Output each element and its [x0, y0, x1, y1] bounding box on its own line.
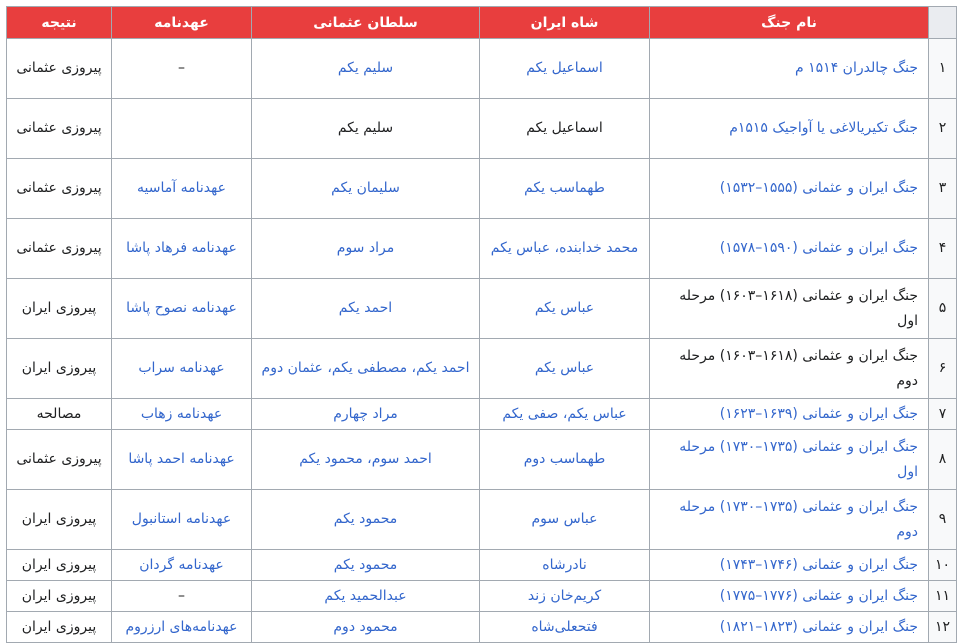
treaty-link[interactable]: عهدنامه آماسیه	[112, 159, 252, 219]
wars-table-container	[6, 6, 957, 643]
result-cell: پیروزی عثمانی	[7, 39, 112, 99]
table-row	[7, 399, 957, 430]
table-row	[7, 99, 957, 159]
war-name-link[interactable]: جنگ ایران و عثمانی (۱۷۳۵–۱۷۳۰) مرحله دوم	[650, 490, 929, 550]
row-number: ۷	[929, 399, 957, 430]
shah-link[interactable]: کریم‌خان زند	[480, 581, 650, 612]
treaty-link[interactable]: عهدنامه گردان	[112, 550, 252, 581]
table-row	[7, 550, 957, 581]
war-name-link[interactable]: جنگ ایران و عثمانی (۱۷۳۵–۱۷۳۰) مرحله اول	[650, 430, 929, 490]
result-cell: پیروزی ایران	[7, 490, 112, 550]
table-row	[7, 159, 957, 219]
table-row	[7, 39, 957, 99]
shah-link[interactable]: طهماسب یکم	[480, 159, 650, 219]
shah-link[interactable]: عباس سوم	[480, 490, 650, 550]
header-sultan[interactable]: سلطان عثمانی	[252, 7, 480, 39]
sultan-link[interactable]: محمود یکم	[252, 550, 480, 581]
table-row	[7, 279, 957, 339]
header-row	[7, 7, 957, 39]
sultan-link[interactable]: سلیمان یکم	[252, 159, 480, 219]
shah-link[interactable]: اسماعیل یکم	[480, 39, 650, 99]
result-cell: پیروزی ایران	[7, 612, 112, 643]
treaty-link[interactable]: عهدنامه فرهاد پاشا	[112, 219, 252, 279]
result-cell: مصالحه	[7, 399, 112, 430]
table-row	[7, 339, 957, 399]
row-number: ۴	[929, 219, 957, 279]
sultan-cell: سلیم یکم	[252, 99, 480, 159]
result-cell: پیروزی ایران	[7, 581, 112, 612]
war-name-link[interactable]: جنگ ایران و عثمانی (۱۵۹۰–۱۵۷۸)	[650, 219, 929, 279]
sultan-link[interactable]: مراد سوم	[252, 219, 480, 279]
row-number: ۱	[929, 39, 957, 99]
row-number: ۵	[929, 279, 957, 339]
wars-table	[6, 6, 957, 643]
war-name-link[interactable]: جنگ ایران و عثمانی (۱۷۷۶–۱۷۷۵)	[650, 581, 929, 612]
table-row	[7, 219, 957, 279]
table-row	[7, 612, 957, 643]
row-number: ۱۲	[929, 612, 957, 643]
result-cell: پیروزی عثمانی	[7, 219, 112, 279]
sultan-link[interactable]: احمد یکم	[252, 279, 480, 339]
war-name-link[interactable]: جنگ ایران و عثمانی (۱۷۴۶–۱۷۴۳)	[650, 550, 929, 581]
treaty-link[interactable]: عهدنامه‌های ارزروم	[112, 612, 252, 643]
war-name-cell: جنگ ایران و عثمانی (۱۶۱۸–۱۶۰۳) مرحله اول	[650, 279, 929, 339]
table-row	[7, 430, 957, 490]
result-cell: پیروزی ایران	[7, 279, 112, 339]
war-name-link[interactable]: جنگ تکیریالاغی یا آواجیک ۱۵۱۵م	[650, 99, 929, 159]
result-cell: پیروزی عثمانی	[7, 430, 112, 490]
shah-link[interactable]: فتحعلی‌شاه	[480, 612, 650, 643]
row-number: ۲	[929, 99, 957, 159]
sultan-link[interactable]: محمود یکم	[252, 490, 480, 550]
row-number: ۹	[929, 490, 957, 550]
treaty-link[interactable]: عهدنامه سراب	[112, 339, 252, 399]
treaty-cell: –	[112, 39, 252, 99]
row-number: ۸	[929, 430, 957, 490]
row-number: ۶	[929, 339, 957, 399]
war-name-link[interactable]: جنگ ایران و عثمانی (۱۸۲۳–۱۸۲۱)	[650, 612, 929, 643]
war-name-link[interactable]: جنگ ایران و عثمانی (۱۶۳۹–۱۶۲۳)	[650, 399, 929, 430]
sultan-link[interactable]: احمد یکم، مصطفی یکم، عثمان دوم	[252, 339, 480, 399]
shah-cell: اسماعیل یکم	[480, 99, 650, 159]
shah-link[interactable]: طهماسب دوم	[480, 430, 650, 490]
war-name-cell: جنگ ایران و عثمانی (۱۶۱۸–۱۶۰۳) مرحله دوم	[650, 339, 929, 399]
treaty-link[interactable]: عهدنامه زهاب	[112, 399, 252, 430]
treaty-cell: –	[112, 581, 252, 612]
shah-link[interactable]: محمد خدابنده، عباس یکم	[480, 219, 650, 279]
header-shah[interactable]: شاه ایران	[480, 7, 650, 39]
treaty-link[interactable]: عهدنامه نصوح پاشا	[112, 279, 252, 339]
result-cell: پیروزی ایران	[7, 339, 112, 399]
shah-link[interactable]: عباس یکم	[480, 279, 650, 339]
sultan-link[interactable]: احمد سوم، محمود یکم	[252, 430, 480, 490]
treaty-link[interactable]: عهدنامه احمد پاشا	[112, 430, 252, 490]
shah-link[interactable]: عباس یکم، صفی یکم	[480, 399, 650, 430]
result-cell: پیروزی عثمانی	[7, 159, 112, 219]
header-result[interactable]: نتیجه	[7, 7, 112, 39]
header-number[interactable]	[929, 7, 957, 39]
row-number: ۱۱	[929, 581, 957, 612]
treaty-link[interactable]: عهدنامه استانبول	[112, 490, 252, 550]
row-number: ۱۰	[929, 550, 957, 581]
war-name-link[interactable]: جنگ چالدران ۱۵۱۴ م	[650, 39, 929, 99]
sultan-link[interactable]: محمود دوم	[252, 612, 480, 643]
result-cell: پیروزی ایران	[7, 550, 112, 581]
header-war-name[interactable]: نام جنگ	[650, 7, 929, 39]
table-row	[7, 490, 957, 550]
table-row	[7, 581, 957, 612]
shah-link[interactable]: عباس یکم	[480, 339, 650, 399]
treaty-cell	[112, 99, 252, 159]
header-treaty[interactable]: عهدنامه	[112, 7, 252, 39]
result-cell: پیروزی عثمانی	[7, 99, 112, 159]
shah-link[interactable]: نادرشاه	[480, 550, 650, 581]
sultan-link[interactable]: مراد چهارم	[252, 399, 480, 430]
row-number: ۳	[929, 159, 957, 219]
sultan-link[interactable]: سلیم یکم	[252, 39, 480, 99]
sultan-link[interactable]: عبدالحمید یکم	[252, 581, 480, 612]
war-name-link[interactable]: جنگ ایران و عثمانی (۱۵۵۵–۱۵۳۲)	[650, 159, 929, 219]
